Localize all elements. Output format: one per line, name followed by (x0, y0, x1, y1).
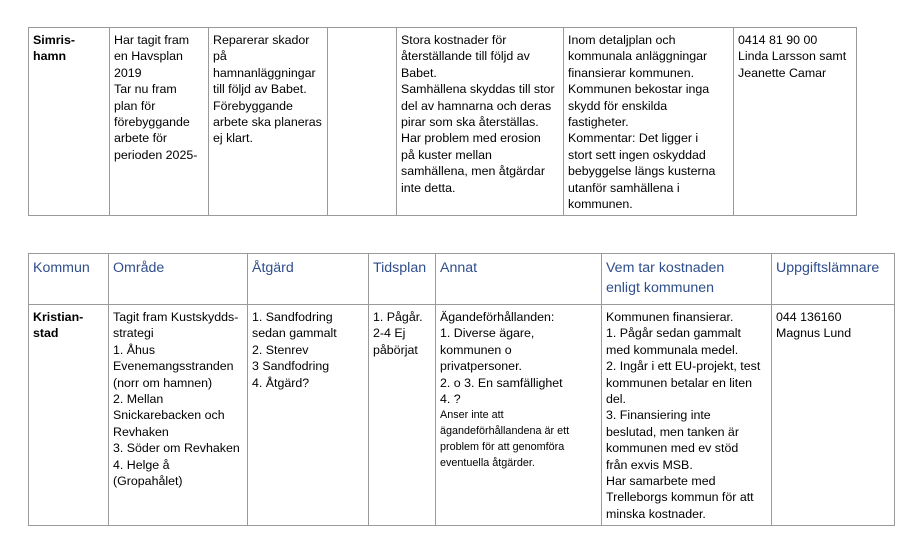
table-row (29, 305, 895, 526)
omrade-cell (110, 28, 209, 216)
kommun-name: Simris- hamn (33, 33, 76, 64)
tidsplan-cell (369, 305, 436, 526)
annat-text: Ägandeförhållanden: 1. Diverse ägare, kommunen o privatpersoner. 2. o 3. En samfällighet 4. ? (440, 310, 563, 407)
annat-cell (436, 305, 602, 526)
omrade-text: Tagit fram Kustskydds- strategi 1. Åhus Evenemangsstranden (norr om hamnen) 2. Mellan Snickarebacken och Revhaken 3. Söder om Revhaken 4. Helge å (Gropahålet) (113, 310, 240, 489)
header-kostnad: Vem tar kostnaden enligt kommunen (602, 254, 772, 305)
header-omrade: Område (109, 254, 248, 305)
atgard-cell (209, 28, 328, 216)
kommun-name: Kristian- stad (33, 310, 84, 341)
kostnad-cell (602, 305, 772, 526)
header-kommun: Kommun (29, 254, 109, 305)
header-tidsplan: Tidsplan (369, 254, 436, 305)
kostnad-text: Inom detaljplan och kommunala anläggningar finansierar kommunen. Kommunen bekostar inga skydd för enskilda fastigheter. Kommentar: Det ligger i stort sett ingen oskyddad bebyggelse längs kusterna utanför samhällena i kommunen. (568, 33, 716, 212)
kostnad-cell (564, 28, 734, 216)
simrishamn-table (28, 27, 857, 216)
uppgift-text: 044 136160 Magnus Lund (776, 310, 852, 341)
uppgift-cell (772, 305, 895, 526)
table-row (29, 28, 857, 216)
omrade-text: Har tagit fram en Havsplan 2019 Tar nu fram plan för förebyggande arbete för perioden 2025- (114, 33, 198, 162)
kommun-cell (29, 305, 109, 526)
atgard-cell (248, 305, 369, 526)
kommun-cell (29, 28, 110, 216)
kristianstad-table (28, 253, 895, 526)
header-atgard: Åtgärd (248, 254, 369, 305)
tidsplan-cell (328, 28, 397, 216)
tidsplan-text: 1. Pågår. 2-4 Ej påbörjat (373, 310, 423, 357)
omrade-cell (109, 305, 248, 526)
atgard-text: Reparerar skador på hamnanläggningar till följd av Babet. Förebyggande arbete ska planeras ej klart. (213, 33, 322, 146)
annat-text: Stora kostnader för återställande till följd av Babet. Samhällena skyddas till stor del av hamnarna och deras pirar som ska återställas. Har problem med erosion på kuster mellan samhällena, men åtgärdar inte detta. (401, 33, 555, 195)
atgard-text: 1. Sandfodring sedan gammalt 2. Stenrev 3 Sandfodring 4. Åtgärd? (252, 310, 337, 390)
uppgift-text: 0414 81 90 00 Linda Larsson samt Jeanette Camar (738, 33, 847, 80)
header-annat: Annat (436, 254, 602, 305)
annat-note: Anser inte att ägandeförhållandena är ett problem för att genomföra eventuella åtgärder. (440, 409, 570, 470)
table-header-row (29, 254, 895, 305)
kostnad-text: Kommunen finansierar. 1. Pågår sedan gammalt med kommunala medel. 2. Ingår i ett EU-projekt, test kommunen betalar en liten del. 3. Finansiering inte beslutad, men tanken är kommunen med ev stöd från exvis MSB. Har samarbete med Trelleborgs kommun för att minska kostnader. (606, 310, 761, 521)
annat-cell (397, 28, 564, 216)
uppgift-cell (734, 28, 857, 216)
header-uppgift: Uppgiftslämnare (772, 254, 895, 305)
